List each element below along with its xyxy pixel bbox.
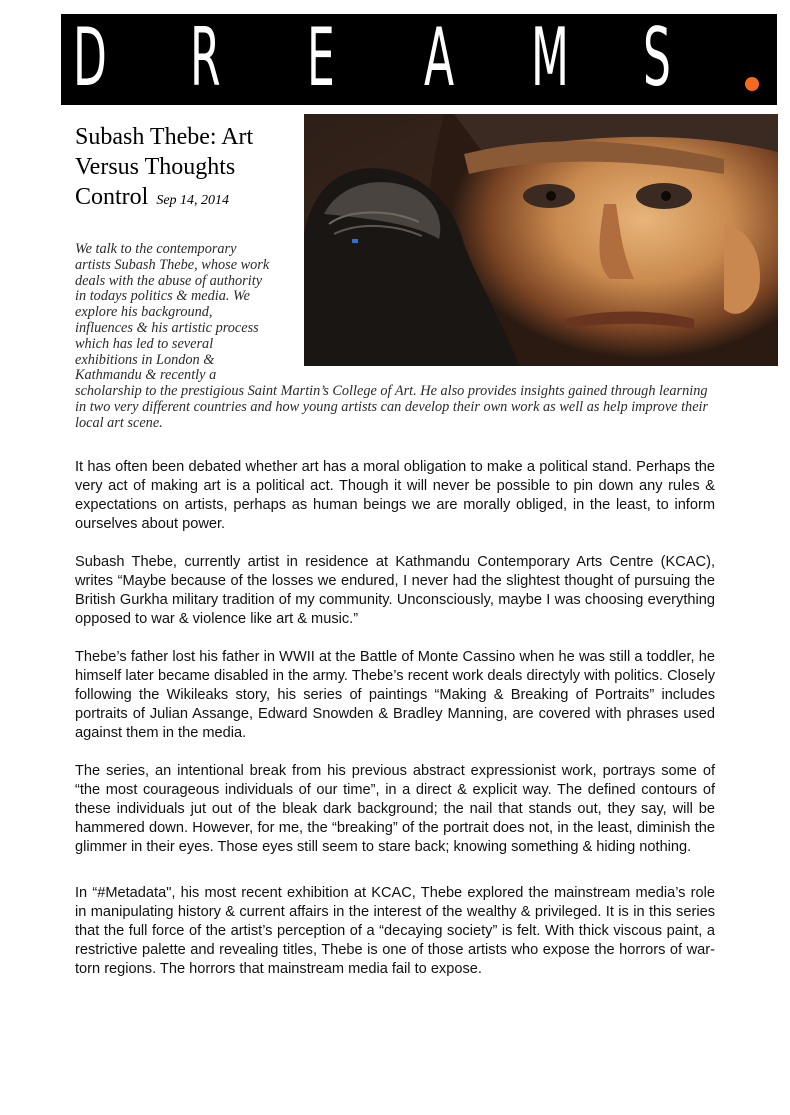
body-paragraph: It has often been debated whether art has a moral obligation to make a political stand. Perhaps the very act of making art is a political act. Though it will never be possible to pin down any rules & expectations on artists, perhaps as human beings we are morally obliged, in the least, to inform ourselves about power. xyxy=(75,459,715,532)
logo-letter: E xyxy=(307,11,335,104)
article-intro xyxy=(75,242,715,432)
logo-dot xyxy=(745,77,759,91)
article-intro-text: We talk to the contemporary artists Subash Thebe, whose work deals with the abuse of authority in todays politics & media. We explore his background, influences & his artistic process which has led to several exhibitions in London & Kathmandu & recently a scholarship to the prestigious Saint Martin’s College of Art. He also provides insights gained through learning in two very different countries and how young artists can develop their own work as well as help improve their local art scene. xyxy=(75,241,709,431)
logo-letter: R xyxy=(190,11,221,104)
logo-letter: M xyxy=(531,11,569,104)
article-date: Sep 14, 2014 xyxy=(156,193,230,208)
intro-image-spacer xyxy=(270,242,715,374)
logo-letter: A xyxy=(424,11,455,104)
article-title xyxy=(75,122,300,216)
logo-letter: S xyxy=(643,11,671,104)
article-title-text: Subash Thebe: Art Versus Thoughts Control xyxy=(75,124,254,210)
body-paragraph: In “#Metadata", his most recent exhibition at KCAC, Thebe explored the mainstream media’s role in manipulating history & current affairs in the interest of the wealthy & privileged. It is in this series that the full force of the artist’s perception of a “decaying society” is felt. With thick viscous paint, a restrictive palette and revealing titles, Thebe is one of those artists who expose the horrors of war-torn regions. The horrors that mainstream media fail to expose. xyxy=(75,885,715,977)
masthead-banner xyxy=(61,11,777,105)
article-body xyxy=(75,458,715,998)
masthead-logo xyxy=(61,11,777,105)
logo-letter: D xyxy=(73,11,107,104)
body-paragraph: Subash Thebe, currently artist in residence at Kathmandu Contemporary Arts Centre (KCAC), writes “Maybe because of the losses we endured, I never had the slightest thought of pursuing the British Gurkha military tradition of my community. Unconsciously, maybe I was choosing everything opposed to war & violence like art & music.” xyxy=(75,554,715,627)
body-paragraph: The series, an intentional break from his previous abstract expressionist work, portrays some of “the most courageous individuals of our time”, in a direct & explicit way. The defined contours of these individuals jut out of the bleak dark background; the nail that stands out, they say, will be hammered down. However, for me, the “breaking” of the portrait does not, in the least, diminish the glimmer in their eyes. Those eyes still seem to stare back; knowing something & hiding nothing. xyxy=(75,763,715,855)
body-paragraph: Thebe’s father lost his father in WWII at the Battle of Monte Cassino when he was still a toddler, he himself later became disabled in the army. Thebe’s recent work deals directyly with politics. Closely following the Wikileaks story, his series of paintings “Making & Breaking of Portraits” includes portraits of Julian Assange, Edward Snowden & Bradley Manning, are covered with phrases used against them in the media. xyxy=(75,649,715,741)
